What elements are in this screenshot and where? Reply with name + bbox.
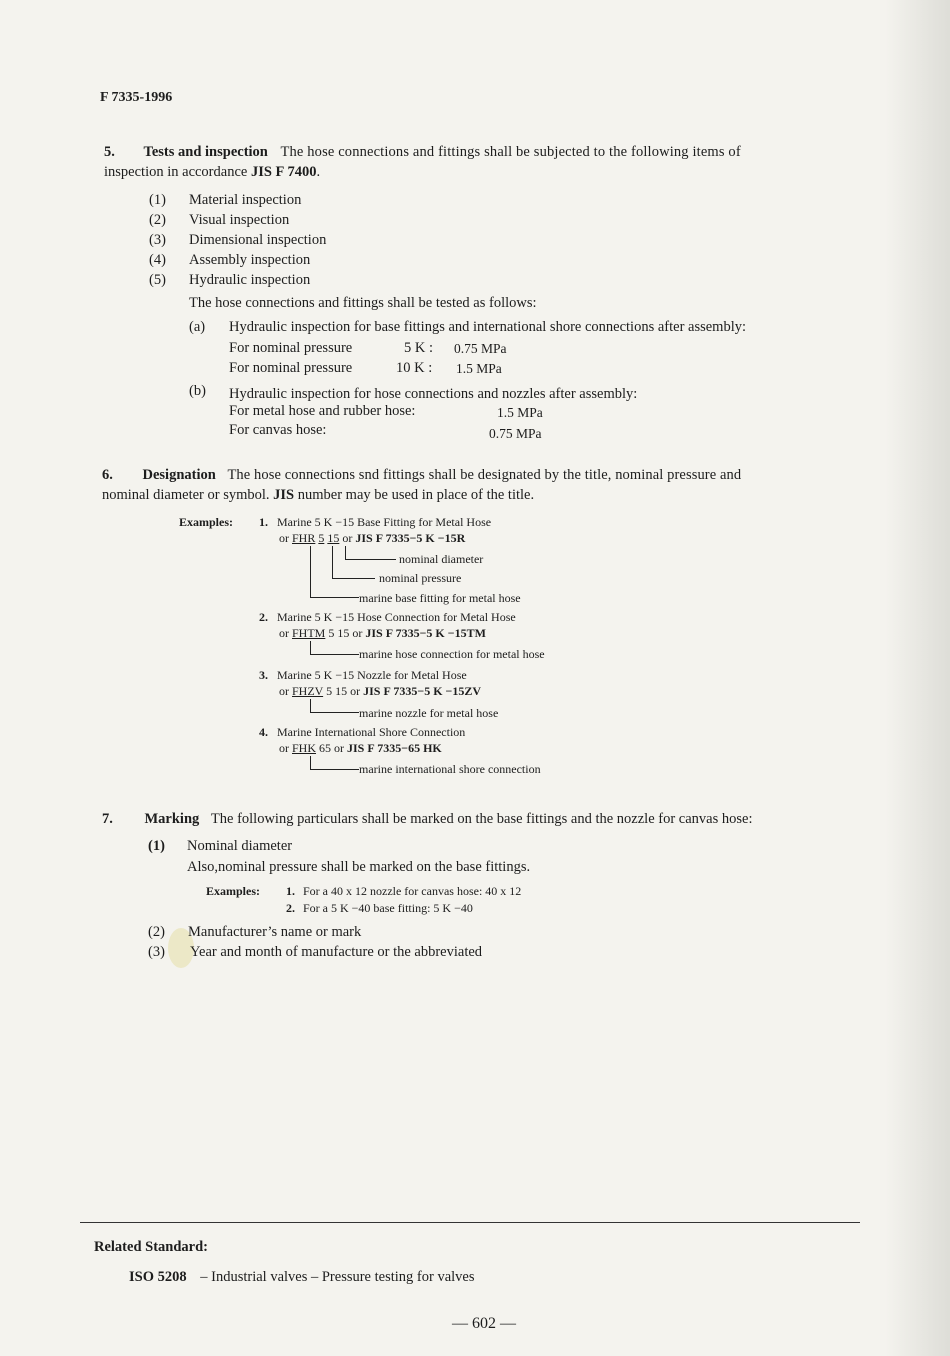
designation-example-4-symbol [279,741,442,756]
item-number: (4) [149,252,166,268]
nominal-pressure-10k: 10 K : [396,360,433,376]
test-pressure-10k: 1.5 MPa [456,361,502,376]
metal-hose-pressure: 1.5 MPa [497,405,543,420]
symbol-fhr: FHR [292,531,316,545]
or-word: or [279,684,289,698]
section-6-line-1 [102,465,741,485]
designation-examples-label: Examples: [179,515,233,529]
hydraulic-b-mark: (b) [189,383,206,399]
related-standard-heading: Related Standard: [94,1239,208,1255]
item-label: Manufacturer’s name or mark [188,924,362,940]
example-text: For a 40 x 12 nozzle for canvas hose: 40 x 12 [303,884,522,898]
item-label: Nominal diameter [187,838,293,854]
section-6-line-2 [102,485,534,505]
footnote-divider [80,1222,860,1223]
section-7-heading: Marking [144,811,200,827]
annotation-base-fitting: marine base fitting for metal hose [359,591,521,605]
item-number: (3) [149,232,166,248]
example-text: For a 5 K −40 base fitting: 5 K −40 [303,901,473,915]
section-6-text-1: The hose connections snd fittings shall be designated by the title, nominal pressure and [227,467,742,483]
section-6-number: 6. [102,467,113,483]
designation-example-4-title [259,725,465,740]
inspection-item-2 [149,210,290,230]
section-5-jis-ref: JIS F 7400 [250,164,317,180]
section-5-number: 5. [104,144,115,160]
bracket-line-diameter [345,546,396,560]
example-number: 2. [259,610,268,624]
or-word: or [342,531,353,545]
section-7-text-1: The following particulars shall be marked on the base fittings and the nozzle for canvas hose: [210,811,753,827]
annotation-shore-connection: marine international shore connection [359,762,541,776]
bracket-line-fhtm [310,641,359,655]
example-number: 2. [286,901,295,915]
annotation-hose-connection: marine hose connection for metal hose [359,647,545,661]
symbol-pressure: 5 [318,531,325,545]
bracket-line-fhk [310,756,359,770]
designation-example-3-title [259,668,467,683]
item-label: Hydraulic inspection [189,272,311,288]
section-7-number: 7. [102,811,113,827]
related-standard-code: ISO 5208 [129,1269,187,1285]
inspection-item-5 [149,270,311,290]
example-number: 3. [259,668,268,682]
canvas-hose-label: For canvas hose: [229,422,327,438]
metal-hose-label: For metal hose and rubber hose: [229,403,416,419]
symbol-fhk: FHK [292,741,317,755]
designation-example-1-title [259,515,491,530]
page-edge-shadow [885,0,950,1356]
or-word: or [279,741,289,755]
inspection-item-1 [149,190,302,210]
marking-item-1 [148,836,293,856]
section-5-period: . [316,164,321,180]
section-6-heading: Designation [142,467,216,483]
section-5-text-2: inspection in accordance [104,164,251,180]
example-number: 4. [259,725,268,739]
symbol-diameter: 15 [327,531,340,545]
tested-as-follows: The hose connections and fittings shall be tested as follows: [189,295,537,311]
hydraulic-a-text: Hydraulic inspection for base fittings and international shore connections after assembly: [229,319,747,335]
section-5-line-1 [104,142,741,162]
jis-designation: JIS F 7335−5 K −15R [355,531,466,545]
designation-example-2-title [259,610,516,625]
inspection-item-4 [149,250,311,270]
designation-example-1-symbol [279,531,465,546]
symbol-fhzv: FHZV [292,684,324,698]
section-5-text-1: The hose connections and fittings shall be subjected to the following items of [280,144,741,160]
example-title: Marine 5 K −15 Base Fitting for Metal Hose [277,515,492,529]
designation-example-3-symbol [279,684,481,699]
item-label: Assembly inspection [189,252,311,268]
section-6-jis: JIS [273,487,295,503]
item-number: (2) [149,212,166,228]
section-6-text-3: number may be used in place of the title. [294,487,535,503]
canvas-hose-pressure: 0.75 MPa [489,426,542,441]
nominal-pressure-label-1: For nominal pressure [229,340,353,356]
jis-designation: JIS F 7335−5 K −15ZV [363,684,482,698]
nominal-pressure-5k: 5 K : [404,340,433,356]
designation-example-2-symbol [279,626,486,641]
marking-example-2 [286,901,473,916]
item-label: Material inspection [189,192,302,208]
or-word: or [279,531,289,545]
jis-designation: JIS F 7335−5 K −15TM [365,626,486,640]
section-6-text-2: nominal diameter or symbol. [102,487,274,503]
item-number: (2) [148,924,165,940]
marking-item-3 [148,942,483,962]
item-label: Visual inspection [189,212,290,228]
marking-examples-label: Examples: [206,884,260,898]
item-number: (5) [149,272,166,288]
hydraulic-a-mark: (a) [189,319,206,335]
example-title: Marine International Shore Connection [277,725,466,739]
section-5-line-2 [104,162,320,182]
annotation-nozzle: marine nozzle for metal hose [359,706,499,720]
test-pressure-5k: 0.75 MPa [454,341,507,356]
marking-example-1 [286,884,521,899]
annotation-nominal-diameter: nominal diameter [399,552,484,566]
section-5-heading: Tests and inspection [143,144,268,160]
symbol-fhtm: FHTM [292,626,326,640]
document-code: F 7335-1996 [100,90,173,105]
item-number: (1) [148,838,165,854]
or-word: or [279,626,289,640]
item-number: (3) [148,944,165,960]
example-number: 1. [259,515,268,529]
item-label: Dimensional inspection [189,232,327,248]
marking-item-2 [148,922,362,942]
symbol-rest: 65 or [319,741,345,755]
annotation-nominal-pressure: nominal pressure [379,571,462,585]
jis-designation: JIS F 7335−65 HK [347,741,442,755]
example-number: 1. [286,884,295,898]
nominal-pressure-label-2: For nominal pressure [229,360,353,376]
hydraulic-b-text: Hydraulic inspection for hose connections and nozzles after assembly: [229,386,638,402]
symbol-rest: 5 15 or [328,626,363,640]
bracket-line-fhzv [310,699,359,713]
symbol-rest: 5 15 or [326,684,361,698]
section-7-line-1 [102,809,752,829]
example-title: Marine 5 K −15 Nozzle for Metal Hose [277,668,467,682]
example-title: Marine 5 K −15 Hose Connection for Metal Hose [277,610,516,624]
related-standard-description: – Industrial valves – Pressure testing for valves [200,1269,475,1285]
item-label: Year and month of manufacture or the abbreviated [190,944,483,960]
marking-also-pressure: Also,nominal pressure shall be marked on the base fittings. [187,859,531,875]
item-number: (1) [149,192,166,208]
inspection-item-3 [149,230,327,250]
page-number: — 602 — [452,1315,516,1332]
related-standard-entry [129,1267,474,1287]
